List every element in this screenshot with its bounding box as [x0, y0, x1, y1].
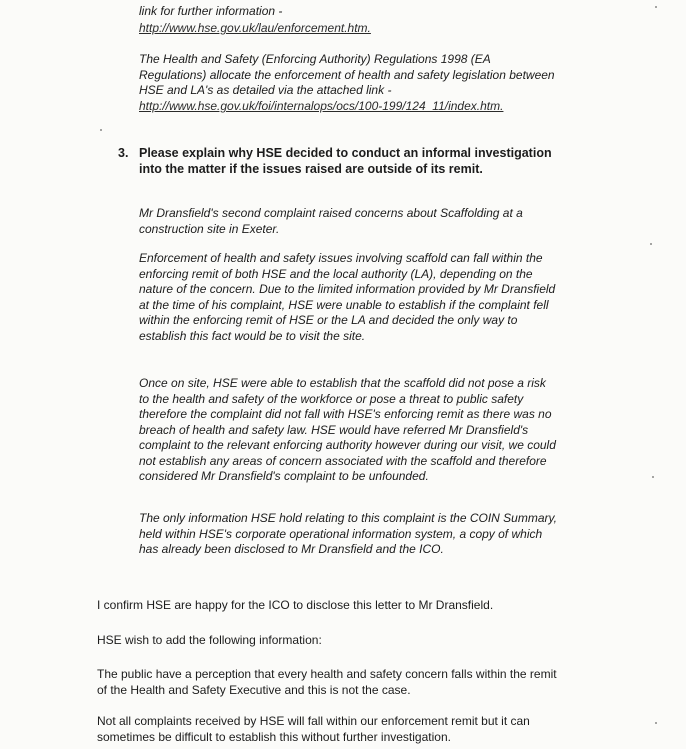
ea-regulations-paragraph: The Health and Safety (Enforcing Authority) Regulations 1998 (EA Regulations) allocate the enforcement of health and safety legislation between HSE and LA's as detailed via the attached link - [139, 52, 555, 97]
question-3-heading: Please explain why HSE decided to conduct an informal investigation into the matter if the issues raised are outside of its remit. [139, 146, 552, 176]
question-number: 3. [118, 146, 129, 160]
ea-regulations-link[interactable]: http://www.hse.gov.uk/foi/internalops/ocs/100-199/124_11/index.htm. [139, 99, 504, 113]
answer-paragraph-4: The only information HSE hold relating to this complaint is the COIN Summary, held within HSE's corporate operational information system, a copy of which has already been disclosed to Mr Dransfield and the ICO. [139, 511, 557, 556]
scan-speck [100, 129, 102, 131]
scan-speck [652, 476, 654, 478]
intro-link-text: link for further information - [139, 4, 283, 18]
closing-intro: HSE wish to add the following information: [97, 633, 322, 647]
answer-paragraph-2: Enforcement of health and safety issues involving scaffold can fall within the enforcing remit of both HSE and the local authority (LA), depending on the nature of the concern. Due to the limited information provided by Mr Dransfield at the time of his complaint, HSE were unable to establish if the complaint fell within the enforcing remit of HSE or the LA and decided the only way to establish this fact would be to visit the site. [139, 251, 556, 343]
scan-speck [650, 243, 652, 245]
answer-paragraph-1: Mr Dransfield's second complaint raised concerns about Scaffolding at a construction site in Exeter. [139, 206, 523, 236]
scan-speck [655, 6, 657, 8]
scan-speck [655, 722, 657, 724]
closing-perception: The public have a perception that every health and safety concern falls within the remit of the Health and Safety Executive and this is not the case. [97, 667, 557, 697]
closing-confirm: I confirm HSE are happy for the ICO to disclose this letter to Mr Dransfield. [97, 598, 494, 612]
enforcement-link[interactable]: http://www.hse.gov.uk/lau/enforcement.htm. [139, 21, 371, 35]
answer-paragraph-3: Once on site, HSE were able to establish that the scaffold did not pose a risk to the health and safety of the workforce or pose a threat to public safety therefore the complaint did not fall with HSE's enforcing remit as there was no breach of health and safety law. HSE would have referred Mr Dransfield's complaint to the relevant enforcing authority however during our visit, we could not establish any areas of concern associated with the scaffold and therefore considered Mr Dransfield's complaint to be unfounded. [139, 376, 556, 483]
closing-remit: Not all complaints received by HSE will fall within our enforcement remit but it can sometimes be difficult to establish this without further investigation. [97, 714, 530, 744]
